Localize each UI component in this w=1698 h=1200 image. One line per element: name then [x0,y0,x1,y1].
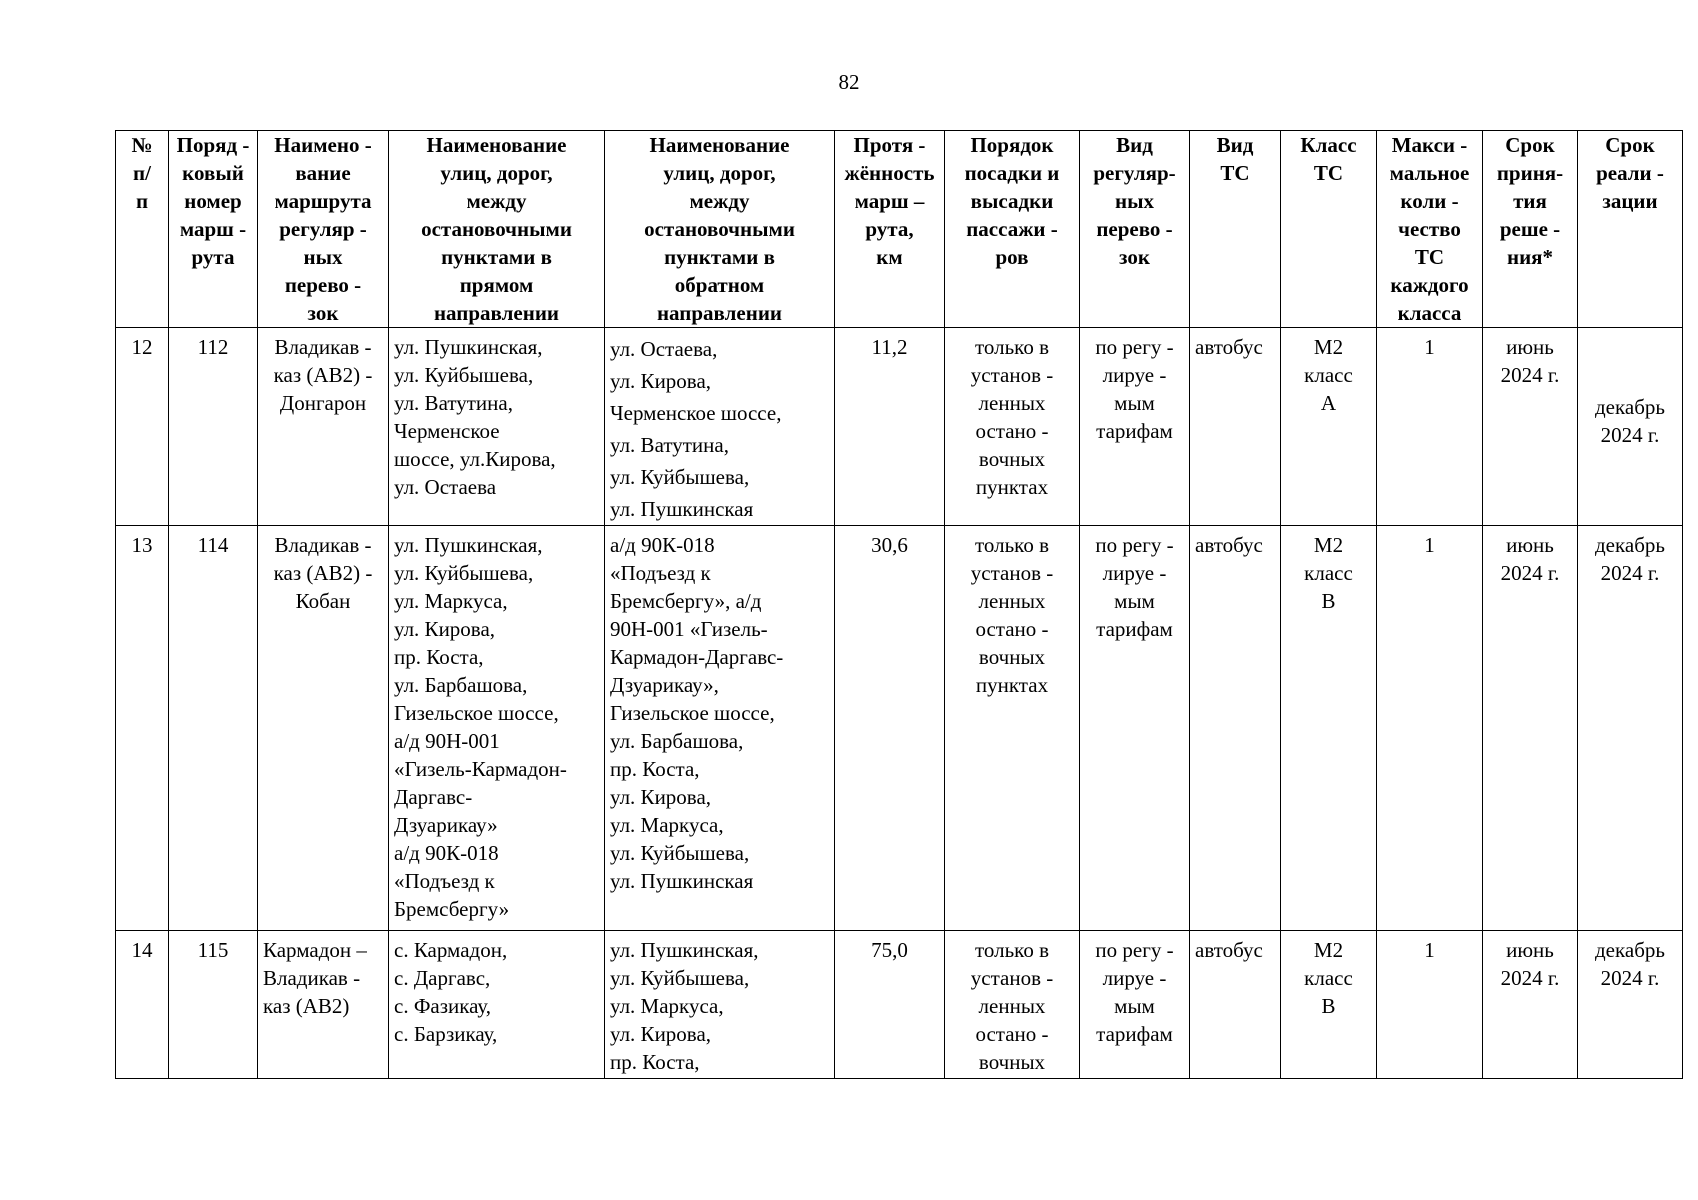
header-cell-route-name: Наимено - вание маршрута регуляр - ных перево - зок [258,131,389,328]
cell-vehicle: автобус [1190,931,1281,1079]
cell-transport-type: по регу - лируе - мым тарифам [1080,526,1190,931]
cell-implementation-date: декабрь 2024 г. [1578,931,1683,1079]
header-cell-transport-type: Вид регуляр- ных перево - зок [1080,131,1190,328]
cell-decision-date: июнь 2024 г. [1483,328,1578,526]
header-cell-vehicle: Вид ТС [1190,131,1281,328]
cell-vehicle: автобус [1190,328,1281,526]
header-cell-max-count: Макси - мальное коли - чество ТС каждого класса [1377,131,1483,328]
table-row [116,526,1683,931]
cell-max-count: 1 [1377,931,1483,1079]
header-cell-length: Протя - жённость марш – рута, км [835,131,945,328]
cell-forward-streets: ул. Пушкинская, ул. Куйбышева, ул. Маркуса, ул. Кирова, пр. Коста, ул. Барбашова, Гизельское шоссе, а/д 90Н-001 «Гизель-Кармадон- Даргавс- Дзуарикау» а/д 90К-018 «Подъезд к Бремсбергу» [389,526,605,931]
table-row [116,328,1683,526]
cell-implementation-date: декабрь 2024 г. [1578,526,1683,931]
cell-route-no: 114 [169,526,258,931]
cell-number: 13 [116,526,169,931]
table-row [116,931,1683,1079]
page-number: 82 [838,70,860,94]
table-header-row [116,131,1683,328]
cell-route-no: 115 [169,931,258,1079]
header-cell-route-no: Поряд - ковый номер марш - рута [169,131,258,328]
header-cell-number: № п/ п [116,131,169,328]
routes-table [115,130,1683,1079]
cell-length: 11,2 [835,328,945,526]
cell-max-count: 1 [1377,328,1483,526]
cell-number: 14 [116,931,169,1079]
header-cell-vehicle-class: Класс ТС [1281,131,1377,328]
cell-transport-type: по регу - лируе - мым тарифам [1080,328,1190,526]
cell-vehicle: автобус [1190,526,1281,931]
cell-implementation-date: декабрь 2024 г. [1578,328,1683,526]
header-cell-implementation-date: Срок реали - зации [1578,131,1683,328]
header-cell-forward-streets: Наименование улиц, дорог, между остановочными пунктами в прямом направлении [389,131,605,328]
cell-forward-streets: ул. Пушкинская, ул. Куйбышева, ул. Ватутина, Черменское шоссе, ул.Кирова, ул. Остаева [389,328,605,526]
cell-backward-streets: а/д 90К-018 «Подъезд к Бремсбергу», а/д 90Н-001 «Гизель- Кармадон-Даргавс- Дзуарикау», Гизельское шоссе, ул. Барбашова, пр. Коста, ул. Кирова, ул. Маркуса, ул. Куйбышева, ул. Пушкинская [605,526,835,931]
cell-boarding: только в установ - ленных остано - вочных пунктах [945,526,1080,931]
cell-number: 12 [116,328,169,526]
header-cell-backward-streets: Наименование улиц, дорог, между остановочными пунктами в обратном направлении [605,131,835,328]
cell-decision-date: июнь 2024 г. [1483,526,1578,931]
cell-max-count: 1 [1377,526,1483,931]
cell-route-name: Кармадон – Владикав - каз (АВ2) [258,931,389,1079]
cell-decision-date: июнь 2024 г. [1483,931,1578,1079]
header-cell-decision-date: Срок приня- тия реше - ния* [1483,131,1578,328]
cell-length: 75,0 [835,931,945,1079]
cell-route-name: Владикав - каз (АВ2) - Донгарон [258,328,389,526]
cell-route-name: Владикав - каз (АВ2) - Кобан [258,526,389,931]
cell-forward-streets: с. Кармадон, с. Даргавс, с. Фазикау, с. Барзикау, [389,931,605,1079]
cell-vehicle-class: М2 класс А [1281,328,1377,526]
cell-transport-type: по регу - лируе - мым тарифам [1080,931,1190,1079]
cell-boarding: только в установ - ленных остано - вочных [945,931,1080,1079]
cell-vehicle-class: М2 класс В [1281,931,1377,1079]
cell-boarding: только в установ - ленных остано - вочных пунктах [945,328,1080,526]
header-cell-boarding: Порядок посадки и высадки пассажи - ров [945,131,1080,328]
cell-length: 30,6 [835,526,945,931]
cell-route-no: 112 [169,328,258,526]
cell-vehicle-class: М2 класс В [1281,526,1377,931]
cell-backward-streets: ул. Остаева, ул. Кирова, Черменское шоссе, ул. Ватутина, ул. Куйбышева, ул. Пушкинская [605,328,835,526]
cell-backward-streets: ул. Пушкинская, ул. Куйбышева, ул. Маркуса, ул. Кирова, пр. Коста, [605,931,835,1079]
